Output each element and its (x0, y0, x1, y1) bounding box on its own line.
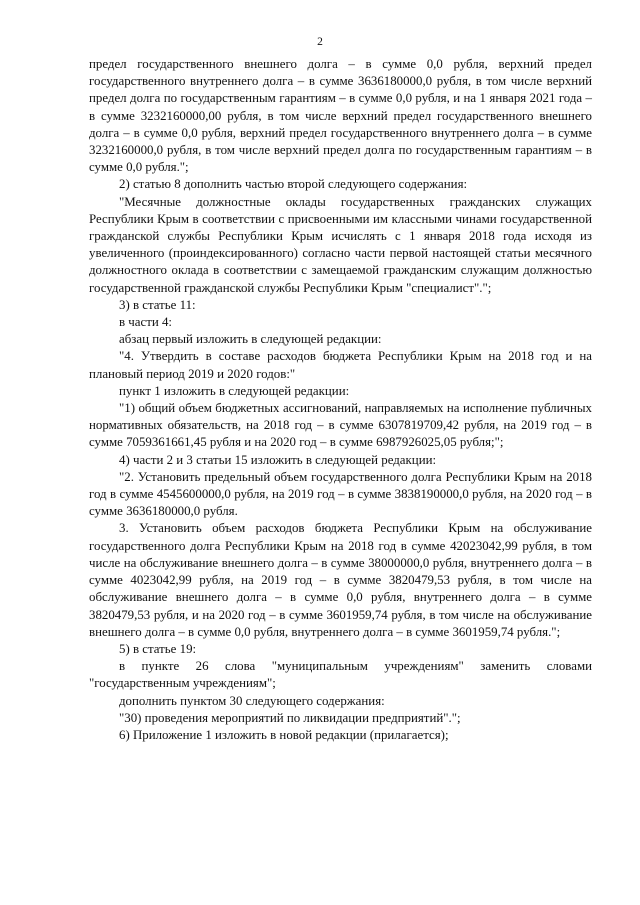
paragraph: "1) общий объем бюджетных ассигнований, направляемых на исполнение публичных нормативных обязательств, на 2018 год – в сумме 6307819709,42 рубля, на 2019 год – в сумме 7059361661,45 рубля и на 2020 год – в сумме 6987926025,05 рубля;"; (89, 401, 592, 450)
paragraph: дополнить пунктом 30 следующего содержания: (119, 693, 385, 708)
paragraph: "30) проведения мероприятий по ликвидации предприятий"."; (119, 710, 461, 725)
paragraph: 2) статью 8 дополнить частью второй следующего содержания: (119, 177, 468, 192)
paragraph: 3. Установить объем расходов бюджета Республики Крым на обслуживание государственного долга Республики Крым на 2018 год в сумме 42023042,99 рубля, в том числе на обслуживание внешнего долга – в сумме 38000000,0 рубля, внутреннего долга – в сумме 4023042,99 рубля, на 2019 год – в сумме 3820479,53 рубля, в том числе на обслуживание внешнего долга – в сумме 0,0 рубля, внутреннего долга – в сумме 3820479,53 рубля, и на 2020 год – в сумме 3601959,74 рубля, в том числе на обслуживание внешнего долга – в сумме 0,0 рубля, внутреннего долга – в сумме 3601959,74 рубля."; (89, 521, 592, 639)
paragraph: 3) в статье 11: (119, 297, 196, 312)
paragraph: "4. Утвердить в составе расходов бюджета Республики Крым на 2018 год и на плановый период 2019 и 2020 годов:" (89, 349, 592, 381)
paragraph: в части 4: (119, 315, 173, 330)
document-body (89, 56, 592, 744)
paragraph: "2. Установить предельный объем государственного долга Республики Крым на 2018 год в сумме 4545600000,0 рубля, на 2019 год – в сумме 3838190000,0 рубля, на 2020 год – в сумме 3636180000,0 рубля. (89, 469, 592, 519)
paragraph: "Месячные должностные оклады государственных гражданских служащих Республики Крым в соответствии с присвоенными им классными чинами государственной гражданской службы Республики Крым исчислять с 1 января 2018 года исходя из увеличенного (проиндексированного) согласно части первой настоящей статьи месячного должностного оклада в соответствии с замещаемой гражданским служащим должностью государственной гражданской службы Республики Крым "специалист"."; (89, 194, 592, 295)
page-number: 2 (317, 36, 323, 48)
paragraph: абзац первый изложить в следующей редакции: (119, 332, 382, 347)
paragraph: в пункте 26 слова "муниципальным учреждениям" заменить словами "государственным учреждениям"; (89, 659, 592, 691)
paragraph: пункт 1 изложить в следующей редакции: (119, 383, 350, 398)
paragraph: 4) части 2 и 3 статьи 15 изложить в следующей редакции: (119, 452, 437, 467)
paragraph: предел государственного внешнего долга – в сумме 0,0 рубля, верхний предел государственного внутреннего долга – в сумме 3636180000,0 рубля, в том числе верхний предел долга по государственным гарантиям – в сумме 0,0 рубля, и на 1 января 2021 года – в сумме 3232160000,00 рубля, в том числе верхний предел государственного внешнего долга – в сумме 0,0 рубля, верхний предел государственного внутреннего долга – в сумме 3232160000,0 рубля, в том числе верхний предел долга по государственным гарантиям – в сумме 0,0 рубля."; (89, 57, 592, 175)
paragraph: 5) в статье 19: (119, 641, 197, 656)
paragraph: 6) Приложение 1 изложить в новой редакции (прилагается); (119, 727, 449, 742)
